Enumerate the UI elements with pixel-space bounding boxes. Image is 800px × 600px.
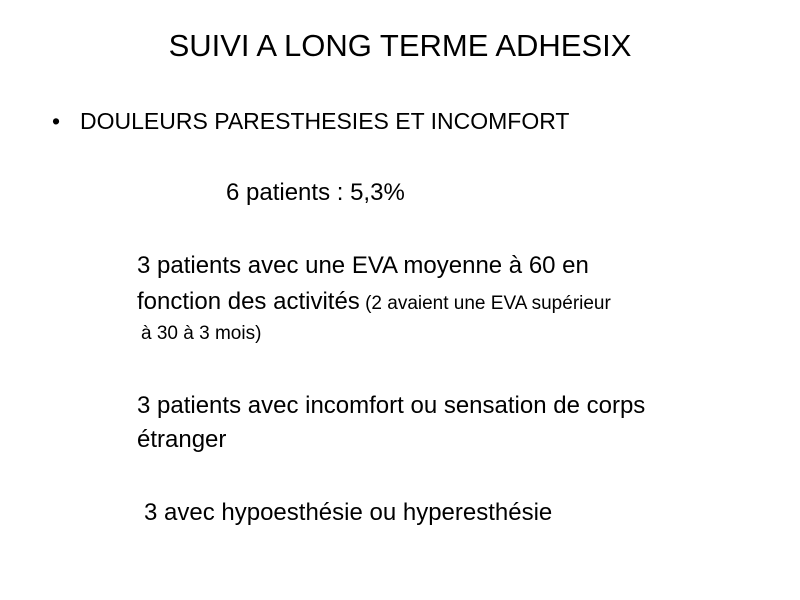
slide-title: SUIVI A LONG TERME ADHESIX [168, 28, 632, 63]
summary-line: 6 patients : 5,3% [226, 179, 405, 206]
bullet-text: DOULEURS PARESTHESIES ET INCOMFORT [80, 108, 570, 134]
group1-line2-main: fonction des activités [137, 288, 360, 315]
group1-line3: à 30 à 3 mois) [141, 323, 262, 344]
group1-line1: 3 patients avec une EVA moyenne à 60 en [137, 252, 589, 279]
bullet-item [52, 108, 569, 135]
group1-line2 [137, 286, 611, 320]
group3-line1: 3 avec hypoesthésie ou hyperesthésie [144, 499, 553, 526]
group2-line2: étranger [137, 426, 227, 453]
bullet-marker: • [52, 108, 61, 134]
group2-line1: 3 patients avec incomfort ou sensation de corps [137, 392, 646, 419]
group1-line2-note: (2 avaient une EVA supérieur [359, 293, 611, 314]
